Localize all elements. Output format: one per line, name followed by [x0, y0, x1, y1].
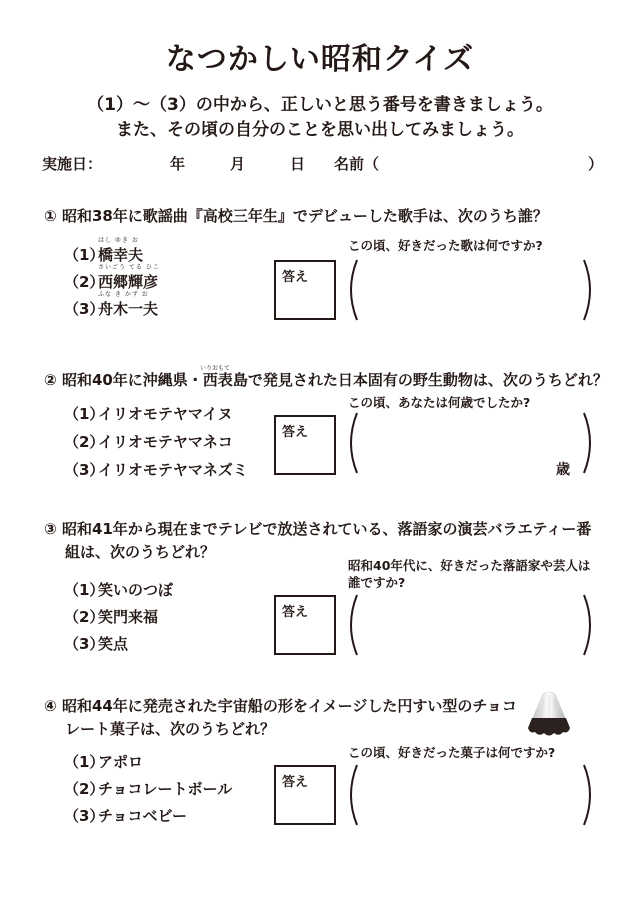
- option-text: 橋幸夫: [98, 246, 144, 264]
- answer-box-3[interactable]: [274, 595, 336, 655]
- page-title: なつかしい昭和クイズ: [165, 42, 475, 77]
- question-3-text-cont: 組は、次のうちどれ？: [65, 543, 216, 561]
- option-text: イリオモテヤマネコ: [98, 433, 233, 451]
- question-marker: ③: [44, 520, 57, 538]
- option-1: [64, 579, 173, 600]
- option-text: イリオモテヤマネズミ: [98, 461, 248, 479]
- left-paren-icon: [344, 259, 360, 321]
- prompt-1: この頃、好きだった歌は何ですか?: [348, 238, 543, 253]
- instruction-line-1: （1）〜（3）の中から、正しいと思う番号を書きましょう。: [87, 95, 553, 115]
- option-3: [64, 633, 128, 654]
- option-number: （2）: [64, 433, 105, 451]
- left-paren-icon: [344, 412, 360, 474]
- month-label: 月: [230, 155, 246, 173]
- right-paren-icon: [581, 594, 597, 656]
- option-text: イリオモテヤマイヌ: [98, 405, 233, 423]
- apollo-chocolate-icon: [526, 690, 572, 738]
- option-2: [64, 606, 158, 627]
- option-3: [64, 291, 159, 319]
- option-number: （1）: [64, 753, 105, 771]
- free-answer-field-3[interactable]: [362, 597, 580, 653]
- option-number: （2）: [64, 608, 105, 626]
- right-paren-icon: [581, 764, 597, 826]
- question-line: 昭和41年から現在までテレビで放送されている、落語家の演芸バラエティー番: [61, 520, 592, 538]
- prompt-3-line-2: 誰ですか?: [348, 575, 406, 590]
- option-number: （3）: [64, 461, 105, 479]
- option-text: 笑点: [98, 635, 129, 653]
- inline-ruby: いりおもて: [200, 365, 231, 372]
- question-3-text: [44, 517, 591, 541]
- date-label: 実施日：: [42, 155, 103, 173]
- option-2: [64, 431, 233, 452]
- option-text: 舟木一夫: [98, 300, 159, 318]
- question-1-text: [44, 204, 548, 228]
- prompt-3-line-1: 昭和40年代に、好きだった落語家や芸人は: [348, 558, 591, 573]
- option-number: （1）: [64, 581, 105, 599]
- option-number: （2）: [64, 273, 105, 291]
- name-field[interactable]: [386, 150, 582, 172]
- option-3: [64, 459, 248, 480]
- option-number: （1）: [64, 246, 105, 264]
- left-paren-icon: [344, 594, 360, 656]
- prompt-2: この頃、あなたは何歳でしたか?: [348, 395, 531, 410]
- option-text: 笑門来福: [98, 608, 159, 626]
- free-answer-field-4[interactable]: [362, 767, 580, 823]
- option-number: （3）: [64, 635, 105, 653]
- question-line: 昭和38年に歌謡曲『高校三年生』でデビューした歌手は、次のうち誰？: [61, 207, 548, 225]
- right-paren-icon: [581, 259, 597, 321]
- right-paren-icon: [581, 412, 597, 474]
- question-line: 昭和40年に沖縄県・西表島で発見された日本固有の野生動物は、次のうちどれ？: [61, 371, 608, 389]
- option-1: [64, 751, 143, 772]
- question-marker: ②: [44, 371, 57, 389]
- answer-label: 答え: [282, 270, 309, 285]
- option-number: （3）: [64, 807, 105, 825]
- question-4-text-cont: レート菓子は、次のうちどれ？: [65, 720, 276, 738]
- option-text: チョコレートボール: [98, 780, 233, 798]
- option-text: アポロ: [98, 753, 144, 771]
- name-close-paren: ）: [588, 155, 604, 173]
- left-paren-icon: [344, 764, 360, 826]
- prompt-4: この頃、好きだった菓子は何ですか?: [348, 745, 556, 760]
- option-number: （2）: [64, 780, 105, 798]
- option-text: チョコベビー: [98, 807, 187, 825]
- age-field[interactable]: [362, 415, 552, 471]
- option-text: 笑いのつぼ: [98, 581, 174, 599]
- answer-label: 答え: [282, 775, 309, 790]
- age-unit: 歳: [556, 462, 570, 478]
- question-2-text: [44, 368, 608, 392]
- question-line: 昭和44年に発売された宇宙船の形をイメージした円すい型のチョコ: [61, 697, 517, 715]
- instruction-line-2: また、その頃の自分のことを思い出してみましょう。: [116, 120, 524, 140]
- option-1: [64, 403, 233, 424]
- question-marker: ④: [44, 697, 57, 715]
- answer-box-1[interactable]: [274, 260, 336, 320]
- answer-label: 答え: [282, 425, 309, 440]
- option-2: [64, 778, 232, 799]
- name-label: 名前（: [334, 155, 380, 173]
- answer-box-2[interactable]: [274, 415, 336, 475]
- answer-label: 答え: [282, 605, 309, 620]
- option-ruby: ふな き かず お: [98, 291, 149, 298]
- option-ruby: はし ゆき お: [98, 237, 139, 244]
- question-4-text: [44, 694, 517, 718]
- free-answer-field-1[interactable]: [362, 262, 580, 318]
- option-number: （1）: [64, 405, 105, 423]
- answer-box-4[interactable]: [274, 765, 336, 825]
- question-marker: ①: [44, 207, 57, 225]
- year-label: 年: [170, 155, 186, 173]
- option-text: 西郷輝彦: [98, 273, 159, 291]
- day-label: 日: [290, 155, 306, 173]
- option-number: （3）: [64, 300, 105, 318]
- option-3: [64, 805, 187, 826]
- option-ruby: さいごう てる ひこ: [98, 264, 160, 271]
